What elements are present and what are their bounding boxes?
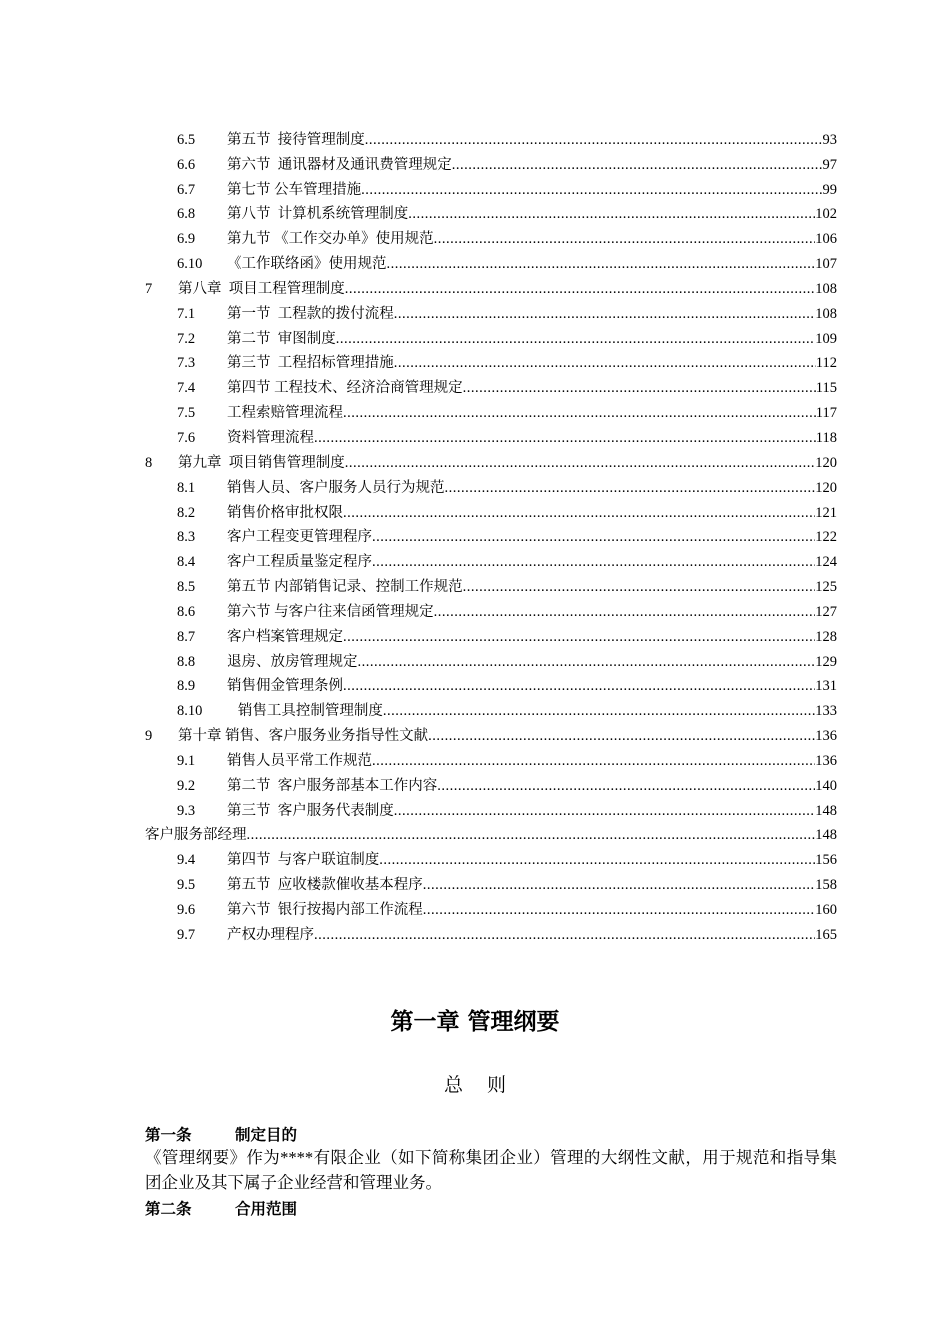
toc-entry-page: 125 bbox=[815, 579, 837, 596]
toc-dot-leader bbox=[343, 628, 815, 646]
toc-entry[interactable] bbox=[145, 298, 837, 323]
toc-entry-page: 124 bbox=[815, 554, 837, 571]
toc-entry[interactable] bbox=[145, 124, 837, 149]
toc-entry-number: 8.9 bbox=[177, 678, 196, 695]
toc-entry-title: 第三节 客户服务代表制度 bbox=[227, 802, 394, 819]
toc-entry-page: 93 bbox=[822, 131, 837, 148]
toc-dot-leader bbox=[408, 205, 815, 223]
toc-entry-page: 127 bbox=[815, 603, 837, 620]
toc-entry-number: 6.5 bbox=[177, 131, 196, 148]
toc-entry-number: 8.8 bbox=[177, 653, 196, 670]
section-title: 总则 bbox=[443, 1074, 530, 1096]
toc-entry-page: 99 bbox=[822, 181, 837, 198]
toc-dot-leader bbox=[434, 603, 816, 621]
toc-entry[interactable] bbox=[145, 671, 837, 696]
toc-entry-number: 9.3 bbox=[177, 802, 196, 819]
toc-entry-page: 108 bbox=[815, 305, 837, 322]
toc-entry-title: 产权办理程序 bbox=[227, 926, 314, 943]
toc-entry-title: 销售佣金管理条例 bbox=[227, 678, 343, 695]
toc-entry-number: 7.4 bbox=[177, 380, 196, 397]
toc-entry-page: 108 bbox=[815, 280, 837, 297]
toc-dot-leader bbox=[394, 354, 816, 372]
toc-entry[interactable] bbox=[145, 372, 837, 397]
toc-entry-title: 第五节 应收楼款催收基本程序 bbox=[227, 877, 423, 894]
toc-entry-title: 第十章 销售、客户服务业务指导性文献 bbox=[178, 728, 429, 745]
table-of-contents bbox=[145, 124, 837, 944]
toc-entry[interactable] bbox=[145, 522, 837, 547]
toc-entry-title: 客户档案管理规定 bbox=[227, 628, 343, 645]
toc-entry-number: 7.6 bbox=[177, 429, 196, 446]
toc-dot-leader bbox=[247, 826, 816, 844]
toc-entry-page: 115 bbox=[815, 380, 837, 397]
toc-dot-leader bbox=[423, 901, 816, 919]
toc-entry[interactable] bbox=[145, 596, 837, 621]
toc-entry-number: 8.5 bbox=[177, 579, 196, 596]
toc-entry-title: 第九章 项目销售管理制度 bbox=[178, 454, 345, 471]
toc-entry-page: 97 bbox=[822, 156, 837, 173]
toc-entry-page: 133 bbox=[815, 703, 837, 720]
toc-entry-title: 销售人员、客户服务人员行为规范 bbox=[227, 479, 445, 496]
toc-entry-number: 8.4 bbox=[177, 554, 196, 571]
toc-dot-leader bbox=[343, 404, 816, 422]
toc-entry-page: 118 bbox=[815, 429, 837, 446]
toc-entry[interactable] bbox=[145, 422, 837, 447]
toc-entry-title: 第三节 工程招标管理措施 bbox=[227, 355, 394, 372]
toc-entry[interactable] bbox=[145, 820, 837, 845]
toc-entry-title: 第八章 项目工程管理制度 bbox=[178, 280, 345, 297]
article-1-body: 《管理纲要》作为****有限企业（如下简称集团企业）管理的大纲性文献，用于规范和指导集团企业及其下属子企业经营和管理业务。 bbox=[145, 1148, 837, 1192]
chapter-title: 第一章 管理纲要 bbox=[390, 1009, 560, 1035]
toc-entry-title: 客户工程变更管理程序 bbox=[227, 529, 372, 546]
toc-entry-page: 107 bbox=[815, 256, 837, 273]
toc-entry-title: 第四节 与客户联谊制度 bbox=[227, 852, 380, 869]
toc-entry-title: 第四节 工程技术、经济洽商管理规定 bbox=[227, 380, 463, 397]
toc-dot-leader bbox=[437, 777, 815, 795]
toc-entry[interactable] bbox=[145, 472, 837, 497]
toc-entry[interactable] bbox=[145, 149, 837, 174]
toc-entry[interactable] bbox=[145, 348, 837, 373]
toc-entry[interactable] bbox=[145, 795, 837, 820]
toc-dot-leader bbox=[372, 752, 815, 770]
toc-entry[interactable] bbox=[145, 745, 837, 770]
toc-entry[interactable] bbox=[145, 546, 837, 571]
toc-entry-number: 8.2 bbox=[177, 504, 196, 521]
toc-entry-title: 第二节 客户服务部基本工作内容 bbox=[227, 777, 438, 794]
toc-dot-leader bbox=[345, 280, 816, 298]
article-1-heading bbox=[145, 1123, 297, 1145]
article-2-heading bbox=[145, 1197, 297, 1219]
toc-entry-page: 165 bbox=[815, 926, 837, 943]
toc-dot-leader bbox=[365, 131, 823, 149]
toc-dot-leader bbox=[463, 379, 816, 397]
toc-entry-page: 129 bbox=[815, 653, 837, 670]
toc-entry-title: 销售工具控制管理制度 bbox=[227, 703, 383, 720]
toc-entry-page: 120 bbox=[815, 479, 837, 496]
toc-entry-number: 8.3 bbox=[177, 529, 196, 546]
toc-entry[interactable] bbox=[145, 646, 837, 671]
toc-entry-title: 工程索赔管理流程 bbox=[227, 405, 343, 422]
toc-entry-page: 160 bbox=[815, 902, 837, 918]
toc-dot-leader bbox=[445, 479, 816, 497]
toc-entry-number: 6.9 bbox=[177, 231, 196, 248]
toc-entry-number: 8 bbox=[145, 454, 153, 471]
toc-entry-title: 客户工程质量鉴定程序 bbox=[227, 554, 372, 571]
toc-entry-number: 9.2 bbox=[177, 777, 196, 794]
toc-entry[interactable] bbox=[145, 199, 837, 224]
toc-dot-leader bbox=[361, 181, 822, 199]
toc-dot-leader bbox=[343, 677, 815, 695]
toc-entry-number: 8.1 bbox=[177, 479, 196, 496]
toc-dot-leader bbox=[345, 454, 816, 472]
toc-entry-page: 102 bbox=[815, 206, 837, 223]
toc-entry[interactable] bbox=[145, 869, 837, 894]
toc-entry-number: 6.8 bbox=[177, 206, 196, 223]
toc-entry[interactable] bbox=[145, 248, 837, 273]
article-1-title: 制定目的 bbox=[235, 1126, 298, 1144]
toc-dot-leader bbox=[314, 429, 816, 447]
toc-dot-leader bbox=[358, 653, 816, 671]
toc-entry[interactable] bbox=[145, 397, 837, 422]
toc-dot-leader bbox=[423, 876, 816, 894]
toc-entry[interactable] bbox=[145, 770, 837, 795]
toc-entry-title: 第六节 银行按揭内部工作流程 bbox=[227, 902, 423, 918]
toc-entry[interactable] bbox=[145, 720, 837, 745]
toc-entry-title: 退房、放房管理规定 bbox=[227, 653, 358, 670]
toc-dot-leader bbox=[387, 255, 816, 273]
toc-entry-number: 7.3 bbox=[177, 355, 196, 372]
toc-entry-title: 第七节 公车管理措施 bbox=[227, 181, 362, 198]
toc-entry-number: 7.5 bbox=[177, 405, 196, 422]
toc-dot-leader bbox=[452, 156, 823, 174]
toc-entry[interactable] bbox=[145, 273, 837, 298]
toc-entry-number: 7 bbox=[145, 280, 153, 297]
toc-entry[interactable] bbox=[145, 844, 837, 869]
toc-entry[interactable] bbox=[145, 621, 837, 646]
toc-dot-leader bbox=[434, 230, 816, 248]
toc-entry-title: 第一节 工程款的拨付流程 bbox=[227, 305, 394, 322]
toc-entry-number: 8.6 bbox=[177, 603, 196, 620]
toc-entry-number: 7.1 bbox=[177, 305, 196, 322]
toc-entry-page: 158 bbox=[815, 877, 837, 894]
article-2-title: 合用范围 bbox=[235, 1200, 298, 1218]
toc-entry[interactable] bbox=[145, 695, 837, 720]
toc-dot-leader bbox=[314, 926, 815, 944]
toc-entry-title: 销售价格审批权限 bbox=[227, 504, 343, 521]
toc-entry-page: 148 bbox=[815, 827, 837, 844]
toc-entry-page: 109 bbox=[815, 330, 837, 347]
toc-entry-number: 9.4 bbox=[177, 852, 196, 869]
toc-entry-page: 122 bbox=[815, 529, 837, 546]
toc-entry-page: 140 bbox=[815, 777, 837, 794]
toc-entry[interactable] bbox=[145, 919, 837, 944]
toc-entry-title: 第九节 《工作交办单》使用规范 bbox=[227, 231, 434, 248]
toc-entry-page: 136 bbox=[815, 752, 837, 769]
toc-entry-number: 7.2 bbox=[177, 330, 196, 347]
toc-entry[interactable] bbox=[145, 174, 837, 199]
toc-dot-leader bbox=[372, 553, 815, 571]
toc-entry-number: 8.7 bbox=[177, 628, 196, 645]
toc-entry-page: 106 bbox=[815, 231, 837, 248]
toc-dot-leader bbox=[383, 702, 815, 720]
toc-entry-page: 121 bbox=[815, 504, 837, 521]
toc-entry-title: 销售人员平常工作规范 bbox=[227, 752, 372, 769]
toc-entry-title: 第六节 与客户往来信函管理规定 bbox=[227, 603, 434, 620]
toc-dot-leader bbox=[336, 330, 816, 348]
toc-entry-number: 6.7 bbox=[177, 181, 196, 198]
toc-entry-title: 《工作联络函》使用规范 bbox=[227, 256, 387, 273]
toc-dot-leader bbox=[394, 802, 816, 820]
toc-dot-leader bbox=[428, 727, 815, 745]
toc-dot-leader bbox=[394, 305, 816, 323]
toc-entry-title: 第六节 通讯器材及通讯费管理规定 bbox=[227, 156, 452, 173]
toc-entry[interactable] bbox=[145, 323, 837, 348]
toc-entry-page: 128 bbox=[815, 628, 837, 645]
toc-entry-page: 117 bbox=[815, 405, 837, 422]
toc-entry-title: 资料管理流程 bbox=[227, 429, 314, 446]
toc-entry-number: 9.7 bbox=[177, 926, 196, 943]
toc-entry-title: 客户服务部经理 bbox=[145, 827, 247, 844]
toc-entry[interactable] bbox=[145, 223, 837, 248]
toc-entry-number: 6.10 bbox=[177, 256, 203, 273]
toc-entry-number: 9.5 bbox=[177, 877, 196, 894]
toc-entry[interactable] bbox=[145, 571, 837, 596]
article-2-label: 第二条 bbox=[145, 1200, 192, 1218]
article-1-label: 第一条 bbox=[145, 1126, 192, 1144]
toc-entry-number: 9.1 bbox=[177, 752, 196, 769]
toc-entry-page: 148 bbox=[815, 802, 837, 819]
toc-dot-leader bbox=[463, 578, 816, 596]
toc-entry-title: 第二节 审图制度 bbox=[227, 330, 336, 347]
toc-dot-leader bbox=[379, 851, 815, 869]
toc-entry[interactable] bbox=[145, 497, 837, 522]
toc-entry-number: 6.6 bbox=[177, 156, 196, 173]
toc-entry-number: 8.10 bbox=[177, 703, 203, 720]
toc-entry[interactable] bbox=[145, 447, 837, 472]
toc-entry-page: 131 bbox=[815, 678, 837, 695]
toc-entry-page: 112 bbox=[815, 355, 837, 372]
toc-dot-leader bbox=[343, 504, 815, 522]
toc-entry-title: 第五节 接待管理制度 bbox=[227, 131, 365, 148]
toc-entry-page: 120 bbox=[815, 454, 837, 471]
toc-entry[interactable] bbox=[145, 894, 837, 919]
toc-entry-number: 9 bbox=[145, 728, 153, 745]
toc-entry-title: 第五节 内部销售记录、控制工作规范 bbox=[227, 579, 463, 596]
toc-entry-number: 9.6 bbox=[177, 902, 196, 918]
toc-entry-page: 156 bbox=[815, 852, 837, 869]
toc-entry-title: 第八节 计算机系统管理制度 bbox=[227, 206, 409, 223]
toc-dot-leader bbox=[372, 528, 815, 546]
toc-entry-page: 136 bbox=[815, 728, 837, 745]
